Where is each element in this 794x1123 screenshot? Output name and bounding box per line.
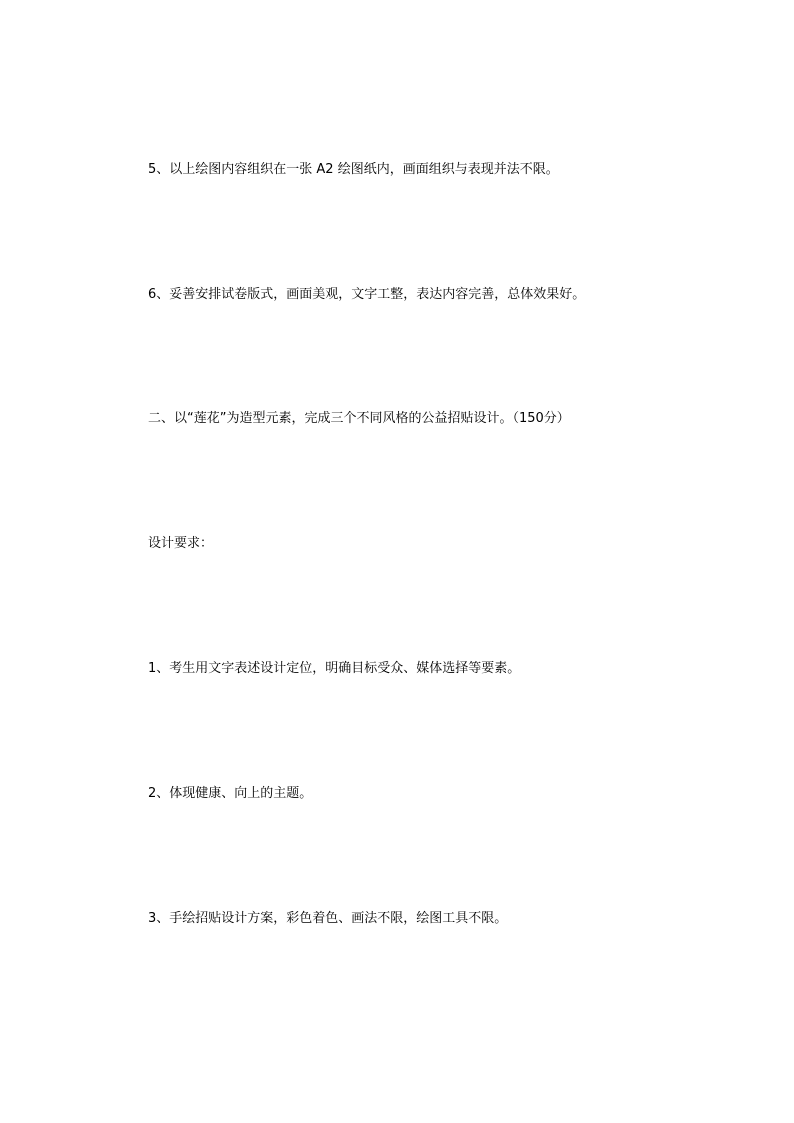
section-heading-two: 二、以“莲花”为造型元素，完成三个不同风格的公益招贴设计。（150分） <box>148 411 570 426</box>
paragraph-item-5: 5、以上绘图内容组织在一张 A2 绘图纸内，画面组织与表现并法不限。 <box>148 162 559 177</box>
requirement-item-1: 1、考生用文字表述设计定位，明确目标受众、媒体选择等要素。 <box>148 661 521 676</box>
requirement-item-3: 3、手绘招贴设计方案，彩色着色、画法不限，绘图工具不限。 <box>148 911 508 926</box>
design-requirements-label: 设计要求： <box>148 536 214 551</box>
paragraph-item-6: 6、妥善安排试卷版式，画面美观，文字工整，表达内容完善，总体效果好。 <box>148 287 586 302</box>
requirement-item-2: 2、体现健康、向上的主题。 <box>148 786 313 801</box>
